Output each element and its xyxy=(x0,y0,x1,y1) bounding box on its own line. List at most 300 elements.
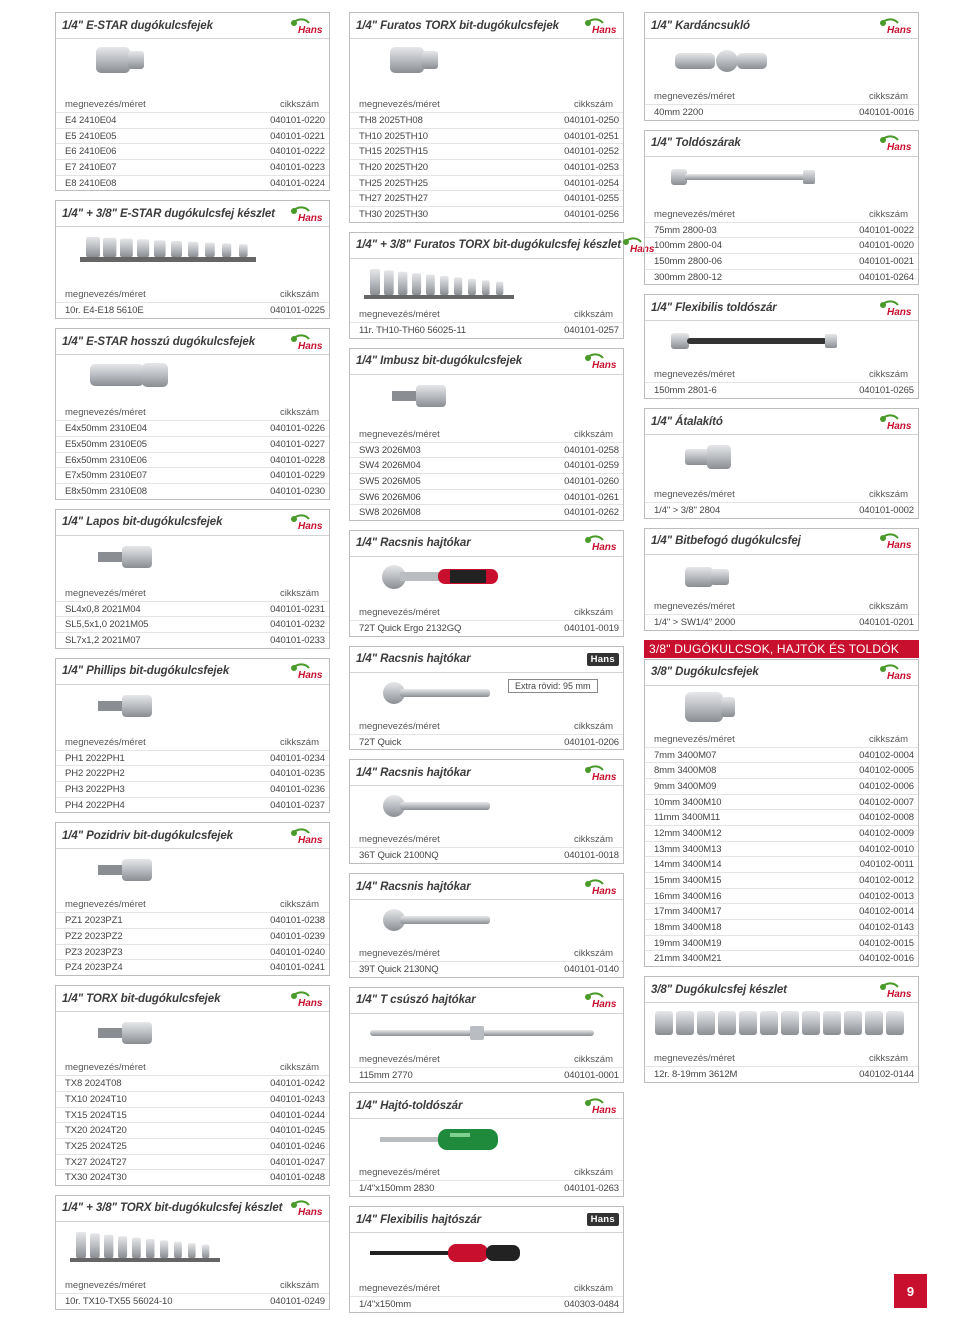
table-row xyxy=(645,269,918,285)
column-header-name: megnevezés/méret xyxy=(654,1053,735,1065)
hans-logo-icon xyxy=(878,134,914,152)
product-name: 150mm 2800-06 xyxy=(654,256,722,268)
product-name: 21mm 3400M21 xyxy=(654,953,722,965)
product-section-1-4-furatos-torx-bit-dug-kulcsfejek xyxy=(349,12,624,223)
brand-logo: Hans xyxy=(587,653,619,666)
section-title: 1/4" Racsnis hajtókar xyxy=(356,537,471,550)
product-image xyxy=(645,435,918,488)
column-header-code: cikkszám xyxy=(279,407,319,419)
section-header xyxy=(645,13,918,39)
product-image xyxy=(56,355,329,406)
product-name: 39T Quick 2130NQ xyxy=(359,964,439,975)
svg-text:Hans: Hans xyxy=(887,420,912,432)
table-header xyxy=(56,736,329,750)
table-row xyxy=(350,190,623,206)
section-header xyxy=(645,529,918,555)
product-code: 040101-0250 xyxy=(564,115,619,126)
column-header-name: megnevezés/méret xyxy=(359,834,440,846)
product-name: SL4x0,8 2021M04 xyxy=(65,603,141,615)
column-header-code: cikkszám xyxy=(573,720,613,732)
product-code: 040101-0245 xyxy=(270,1125,325,1137)
table-row xyxy=(56,1293,329,1309)
product-code: 040101-0244 xyxy=(270,1109,325,1121)
table-row xyxy=(350,143,623,159)
product-code: 040101-0241 xyxy=(270,962,325,974)
product-image xyxy=(56,536,329,587)
product-code: 040101-0236 xyxy=(270,784,325,795)
table-row xyxy=(645,778,918,794)
product-name: 300mm 2800-12 xyxy=(654,271,722,283)
table-header xyxy=(56,1061,329,1075)
table-header xyxy=(645,1052,918,1066)
column-header-code: cikkszám xyxy=(279,99,319,110)
product-name: TH30 2025TH30 xyxy=(359,209,428,221)
table-header xyxy=(350,428,623,442)
section-header xyxy=(350,13,623,39)
product-name: PH2 2022PH2 xyxy=(65,768,125,780)
hans-logo-icon xyxy=(289,990,325,1008)
section-title: 3/8" Dugókulcsfejek xyxy=(651,666,759,678)
svg-text:Hans: Hans xyxy=(298,834,323,846)
page-number: 9 xyxy=(894,1274,927,1308)
product-name: 75mm 2800-03 xyxy=(654,224,717,236)
product-name: 40mm 2200 xyxy=(654,107,704,118)
table-row xyxy=(350,620,623,636)
product-name: SW8 2026M08 xyxy=(359,507,421,519)
table-row xyxy=(350,961,623,977)
table-row xyxy=(350,1180,623,1196)
table-row xyxy=(56,1091,329,1107)
section-header xyxy=(350,647,623,673)
product-code: 040102-0014 xyxy=(859,906,914,918)
section-title: 1/4" + 3/8" E-STAR dugókulcsfej készlet xyxy=(62,207,275,220)
section-title: 1/4" Furatos TORX bit-dugókulcsfejek xyxy=(356,19,559,32)
product-name: E7x50mm 2310E07 xyxy=(65,470,147,482)
product-section-1-4-bitbefog-dug-kulcsfej xyxy=(644,528,919,631)
section-header xyxy=(645,409,918,435)
table-row xyxy=(56,483,329,499)
product-name: 1/4" > 3/8" 2804 xyxy=(654,505,721,517)
product-code: 040101-0240 xyxy=(270,946,325,958)
section-title: 1/4" Lapos bit-dugókulcsfejek xyxy=(62,516,223,529)
product-name: 100mm 2800-04 xyxy=(654,240,722,252)
table-row xyxy=(350,457,623,473)
table-row xyxy=(56,467,329,483)
product-name: 1/4"x150mm 2830 xyxy=(359,1183,435,1195)
table-row xyxy=(56,436,329,452)
product-name: PH3 2022PH3 xyxy=(65,784,125,795)
svg-text:Hans: Hans xyxy=(887,306,912,318)
product-name: 13mm 3400M13 xyxy=(654,843,722,855)
table-row xyxy=(56,750,329,766)
table-row xyxy=(645,856,918,872)
product-code: 040102-0015 xyxy=(859,937,914,949)
product-name: 9mm 3400M09 xyxy=(654,780,717,792)
section-title: 1/4" Imbusz bit-dugókulcsfejek xyxy=(356,355,523,367)
product-name: TX30 2024T30 xyxy=(65,1172,127,1184)
product-code: 040101-0002 xyxy=(859,505,914,517)
table-header xyxy=(56,1279,329,1293)
hans-logo-icon xyxy=(583,991,619,1009)
section-header xyxy=(56,823,329,849)
section-title: 1/4" Phillips bit-dugókulcsfejek xyxy=(62,665,230,678)
table-header xyxy=(645,90,918,104)
product-name: 10mm 3400M10 xyxy=(654,796,722,808)
column-header-code: cikkszám xyxy=(279,736,319,748)
section-header xyxy=(56,510,329,536)
column-header-name: megnevezés/méret xyxy=(359,428,440,440)
product-name: SW5 2026M05 xyxy=(359,475,421,487)
table-row xyxy=(56,1169,329,1185)
column-header-code: cikkszám xyxy=(868,91,908,102)
product-image xyxy=(350,900,623,947)
column-header-code: cikkszám xyxy=(868,369,908,381)
product-section-1-4-lapos-bit-dug-kulcsfejek xyxy=(55,509,330,649)
section-header xyxy=(56,13,329,39)
column-header-name: megnevezés/méret xyxy=(359,1053,440,1065)
table-header xyxy=(645,368,918,382)
table-row xyxy=(350,489,623,505)
product-name: SL5,5x1,0 2021M05 xyxy=(65,619,149,631)
section-header xyxy=(350,988,623,1014)
product-name: SW3 2026M03 xyxy=(359,444,421,456)
product-section-1-4-phillips-bit-dug-kulcsfejek xyxy=(55,658,330,814)
product-image xyxy=(350,1119,623,1166)
column-header-name: megnevezés/méret xyxy=(359,99,440,110)
product-name: PZ2 2023PZ2 xyxy=(65,931,123,943)
product-name: PZ3 2023PZ3 xyxy=(65,946,123,958)
product-code: 040102-0009 xyxy=(859,827,914,839)
product-code: 040101-0231 xyxy=(270,603,325,615)
product-name: 11r. TH10-TH60 56025-11 xyxy=(359,324,467,336)
product-name: TH20 2025TH20 xyxy=(359,162,428,174)
product-code: 040101-0232 xyxy=(270,619,325,631)
product-section-1-4-talak-t xyxy=(644,408,919,519)
svg-text:Hans: Hans xyxy=(592,1104,617,1116)
product-code: 040102-0008 xyxy=(859,812,914,824)
table-header xyxy=(350,833,623,847)
svg-text:Hans: Hans xyxy=(629,244,655,256)
product-section-1-4-hajt-told-sz-r xyxy=(349,1092,624,1197)
column-header-name: megnevezés/méret xyxy=(654,91,735,102)
section-header xyxy=(350,233,655,259)
table-header xyxy=(350,720,623,734)
table-row xyxy=(56,1075,329,1091)
column-header-name: megnevezés/méret xyxy=(654,369,735,381)
product-code: 040102-0006 xyxy=(859,780,914,792)
product-code: 040101-0262 xyxy=(564,507,619,519)
product-image xyxy=(350,557,623,606)
column-header-code: cikkszám xyxy=(868,733,908,745)
table-row xyxy=(350,206,623,222)
section-title: 1/4" Racsnis hajtókar xyxy=(356,766,471,779)
product-code: 040102-0016 xyxy=(859,953,914,965)
product-section-3-8-dug-kulcsfej-k-szlet xyxy=(644,976,919,1083)
product-code: 040101-0230 xyxy=(270,485,325,497)
column-header-code: cikkszám xyxy=(573,1167,613,1179)
svg-text:Hans: Hans xyxy=(592,542,617,554)
product-code: 040101-0220 xyxy=(270,115,325,126)
svg-text:Hans: Hans xyxy=(298,212,323,224)
table-row xyxy=(350,159,623,175)
section-header xyxy=(350,349,623,375)
column-header-name: megnevezés/méret xyxy=(359,308,440,320)
product-name: E7 2410E07 xyxy=(65,162,117,174)
section-header xyxy=(645,660,918,686)
table-header xyxy=(56,288,329,302)
column-header-code: cikkszám xyxy=(573,99,613,110)
column-header-code: cikkszám xyxy=(868,1053,908,1065)
table-row xyxy=(350,442,623,458)
table-row xyxy=(56,452,329,468)
product-code: 040101-0022 xyxy=(859,224,914,236)
product-name: E5 2410E05 xyxy=(65,130,117,142)
product-code: 040101-0018 xyxy=(564,850,619,862)
column-1 xyxy=(55,12,330,1319)
svg-text:Hans: Hans xyxy=(887,540,912,552)
table-row xyxy=(645,794,918,810)
table-row xyxy=(56,420,329,436)
product-name: TX27 2024T27 xyxy=(65,1156,127,1168)
table-row xyxy=(56,616,329,632)
product-image xyxy=(56,1012,329,1061)
product-image xyxy=(350,786,623,833)
product-section-1-4-imbusz-bit-dug-kulcsfejek xyxy=(349,348,624,521)
product-code: 040101-0265 xyxy=(859,385,914,397)
table-row xyxy=(56,959,329,975)
product-name: 10r. TX10-TX55 56024-10 xyxy=(65,1295,173,1307)
product-image xyxy=(350,1014,623,1053)
section-header xyxy=(350,531,623,557)
product-code: 040101-0247 xyxy=(270,1156,325,1168)
product-code: 040101-0242 xyxy=(270,1078,325,1090)
section-title: 1/4" Racsnis hajtókar xyxy=(356,653,471,666)
table-row xyxy=(56,159,329,175)
hans-logo-icon xyxy=(583,17,619,35)
hans-logo-icon xyxy=(583,534,619,552)
product-code: 040101-0221 xyxy=(270,130,325,142)
product-name: 72T Quick xyxy=(359,736,402,748)
product-code: 040101-0228 xyxy=(270,454,325,466)
table-row xyxy=(645,382,918,398)
section-header xyxy=(56,201,329,227)
product-code: 040101-0223 xyxy=(270,162,325,174)
product-name: 15mm 3400M15 xyxy=(654,875,722,886)
svg-text:Hans: Hans xyxy=(887,671,912,682)
product-code: 040101-0226 xyxy=(270,423,325,435)
section-title: 1/4" Racsnis hajtókar xyxy=(356,880,471,893)
table-row xyxy=(350,504,623,520)
section-header xyxy=(645,977,918,1003)
product-section-1-4-3-8-e-star-dug-kulcsfej-k-szlet xyxy=(55,200,330,319)
hans-logo-icon xyxy=(878,663,914,681)
section-header xyxy=(645,295,918,321)
product-code: 040102-0011 xyxy=(859,859,914,871)
product-name: TX25 2024T25 xyxy=(65,1140,127,1152)
table-header xyxy=(645,488,918,502)
section-header xyxy=(350,1207,623,1233)
table-row xyxy=(645,747,918,763)
svg-text:Hans: Hans xyxy=(887,988,912,1000)
svg-text:Hans: Hans xyxy=(887,24,912,36)
column-header-code: cikkszám xyxy=(868,600,908,612)
column-header-name: megnevezés/méret xyxy=(654,489,735,501)
table-header xyxy=(350,606,623,620)
product-code: 040101-0253 xyxy=(564,162,619,174)
product-code: 040101-0224 xyxy=(270,177,325,189)
section-header xyxy=(350,874,623,900)
table-row xyxy=(645,1066,918,1082)
hans-logo-icon xyxy=(289,827,325,845)
hans-logo-icon xyxy=(878,981,914,999)
table-row xyxy=(56,781,329,797)
product-code: 040101-0238 xyxy=(270,915,325,927)
table-row xyxy=(56,632,329,648)
column-header-name: megnevezés/méret xyxy=(65,407,146,419)
hans-logo-icon xyxy=(289,662,325,680)
table-row xyxy=(56,1107,329,1123)
hans-logo-icon xyxy=(289,513,325,531)
section-title: 1/4" T csúszó hajtókar xyxy=(356,994,476,1007)
table-row xyxy=(56,944,329,960)
table-header xyxy=(645,208,918,222)
section-title: 3/8" Dugókulcsfej készlet xyxy=(651,983,787,996)
product-image xyxy=(56,39,329,98)
table-row xyxy=(645,762,918,778)
product-image xyxy=(350,39,623,98)
section-title: 1/4" Flexibilis hajtószár xyxy=(356,1213,482,1226)
product-image xyxy=(645,555,918,600)
table-row xyxy=(350,1296,623,1312)
svg-text:Hans: Hans xyxy=(592,360,617,371)
product-code: 040101-0201 xyxy=(859,616,914,628)
product-name: 18mm 3400M18 xyxy=(654,922,722,934)
table-row xyxy=(350,322,623,338)
table-header xyxy=(56,898,329,912)
product-section-1-4-flexibilis-told-sz-r xyxy=(644,294,919,399)
column-header-name: megnevezés/méret xyxy=(65,736,146,748)
table-row xyxy=(56,601,329,617)
hans-logo-icon xyxy=(878,299,914,317)
table-row xyxy=(645,935,918,951)
product-code: 040101-0243 xyxy=(270,1093,325,1105)
product-name: E8x50mm 2310E08 xyxy=(65,485,147,497)
hans-logo-icon xyxy=(583,764,619,782)
svg-text:Hans: Hans xyxy=(298,521,323,533)
product-name: 11mm 3400M11 xyxy=(654,812,721,824)
table-row xyxy=(645,237,918,253)
section-title: 1/4" Hajtó-toldószár xyxy=(356,1099,463,1112)
table-row xyxy=(645,841,918,857)
product-section-1-4-t-cs-sz-hajt-kar xyxy=(349,987,624,1084)
note-badge: Extra rövid: 95 mm xyxy=(508,679,598,693)
product-name: SL7x1,2 2021M07 xyxy=(65,634,141,646)
product-name: 8mm 3400M08 xyxy=(654,765,717,777)
product-name: 150mm 2801-6 xyxy=(654,385,717,397)
product-section-1-4-kard-ncsukl xyxy=(644,12,919,121)
product-code: 040101-0233 xyxy=(270,634,325,646)
column-header-code: cikkszám xyxy=(573,1283,613,1295)
svg-text:Hans: Hans xyxy=(298,24,323,36)
column-header-name: megnevezés/méret xyxy=(654,208,735,220)
table-header xyxy=(350,308,623,322)
product-name: PH4 2022PH4 xyxy=(65,799,125,811)
table-row xyxy=(645,825,918,841)
product-name: 7mm 3400M07 xyxy=(654,749,717,761)
product-code: 040101-0239 xyxy=(270,931,325,943)
section-header xyxy=(56,1196,329,1222)
table-row xyxy=(645,104,918,120)
product-image xyxy=(56,227,329,288)
table-row xyxy=(645,502,918,518)
section-title: 1/4" TORX bit-dugókulcsfejek xyxy=(62,992,221,1005)
section-title: 1/4" Kardáncsukló xyxy=(651,19,750,32)
column-header-name: megnevezés/méret xyxy=(359,1283,440,1295)
section-header xyxy=(350,760,623,786)
hans-logo-icon xyxy=(289,1199,325,1217)
product-name: 12mm 3400M12 xyxy=(654,827,722,839)
product-name: E6 2410E06 xyxy=(65,146,117,158)
product-code: 040101-0246 xyxy=(270,1140,325,1152)
product-name: 1/4" > SW1/4" 2000 xyxy=(654,616,736,628)
column-header-name: megnevezés/méret xyxy=(65,587,146,599)
hans-logo-icon xyxy=(878,532,914,550)
table-header xyxy=(645,733,918,747)
product-code: 040101-0229 xyxy=(270,470,325,482)
table-row xyxy=(645,222,918,238)
product-name: 72T Quick Ergo 2132GQ xyxy=(359,622,462,634)
table-row xyxy=(350,128,623,144)
section-title: 1/4" + 3/8" TORX bit-dugókulcsfej készlet xyxy=(62,1202,283,1215)
table-row xyxy=(645,872,918,888)
column-3 xyxy=(644,12,919,1092)
column-header-code: cikkszám xyxy=(573,834,613,846)
column-header-name: megnevezés/méret xyxy=(65,99,146,110)
svg-text:Hans: Hans xyxy=(592,24,617,36)
table-row xyxy=(645,950,918,966)
column-header-name: megnevezés/méret xyxy=(65,1062,146,1074)
table-row xyxy=(56,765,329,781)
column-header-code: cikkszám xyxy=(573,606,613,618)
product-code: 040101-0235 xyxy=(270,768,325,780)
section-title: 1/4" Bitbefogó dugókulcsfej xyxy=(651,535,801,548)
product-name: TH15 2025TH15 xyxy=(359,146,428,158)
product-code: 040101-0019 xyxy=(564,622,619,634)
product-image xyxy=(645,686,918,733)
table-header xyxy=(350,947,623,961)
brand-logo: Hans xyxy=(587,1213,619,1226)
column-header-name: megnevezés/méret xyxy=(359,1167,440,1179)
product-section-3-8-dug-kulcsfejek xyxy=(644,659,919,968)
product-name: 36T Quick 2100NQ xyxy=(359,850,439,862)
product-code: 040101-0248 xyxy=(270,1172,325,1184)
product-image xyxy=(350,259,623,308)
product-name: TH27 2025TH27 xyxy=(359,193,428,205)
table-row xyxy=(56,1122,329,1138)
product-name: PZ1 2023PZ1 xyxy=(65,915,123,927)
product-image xyxy=(645,157,918,208)
section-header xyxy=(645,131,918,157)
table-row xyxy=(350,734,623,750)
product-name: 10r. E4-E18 5610E xyxy=(65,305,144,317)
product-section-1-4-racsnis-hajt-kar xyxy=(349,759,624,864)
product-code: 040101-0249 xyxy=(270,1295,325,1307)
table-row xyxy=(56,175,329,191)
svg-text:Hans: Hans xyxy=(592,885,617,897)
column-header-code: cikkszám xyxy=(573,1053,613,1065)
table-row xyxy=(56,928,329,944)
product-code: 040101-0263 xyxy=(564,1183,619,1195)
